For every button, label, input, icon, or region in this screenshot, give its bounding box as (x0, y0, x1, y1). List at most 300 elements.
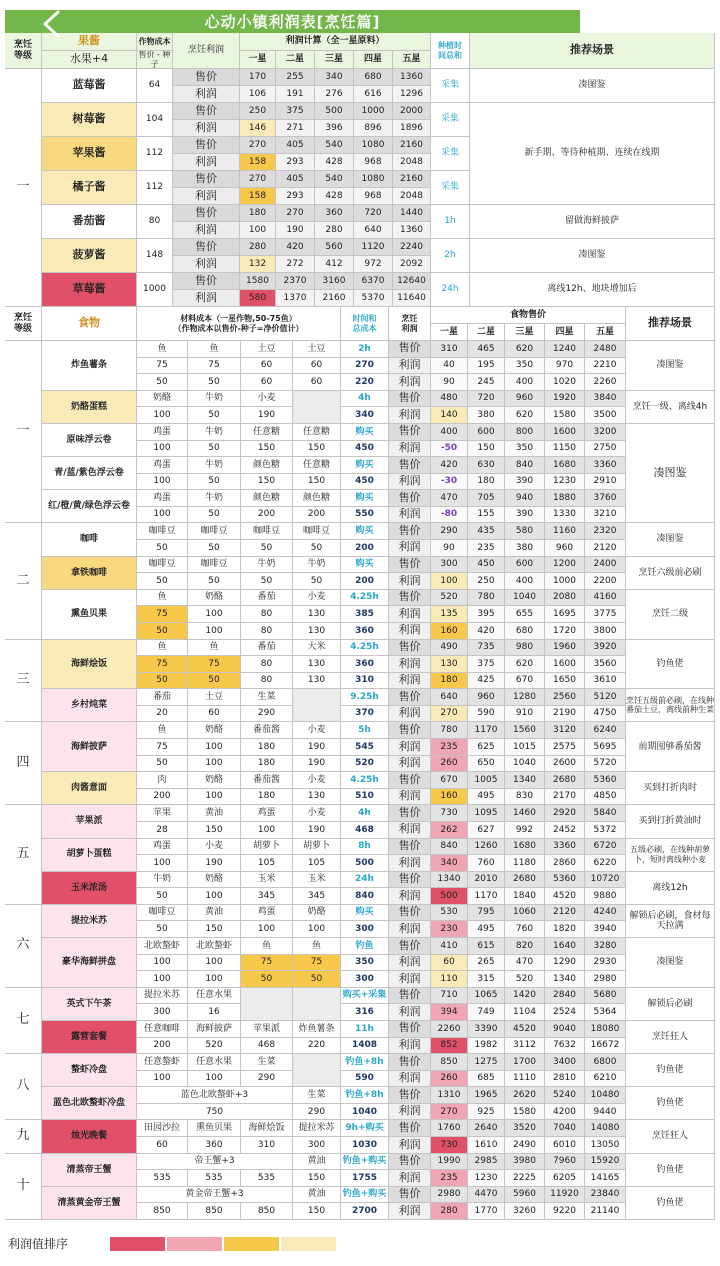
food-profit-value: 400 (505, 573, 545, 590)
jam-profit-value: 106 (240, 86, 276, 103)
food-profit-value: 1020 (545, 374, 585, 391)
food-total-cost: 350 (341, 955, 389, 972)
food-material-cost: 850 (137, 1203, 188, 1220)
row-label-profit: 利润 (173, 86, 240, 103)
food-profit-value: 620 (505, 407, 545, 424)
food-profit-value: 2910 (585, 474, 626, 491)
food-profit-value: 4850 (585, 789, 626, 806)
food-sell-value: 10720 (585, 872, 626, 889)
food-profit-value: 495 (468, 789, 505, 806)
food-material-cost: 200 (293, 507, 341, 524)
food-sell-value: 1160 (545, 523, 585, 540)
food-level-header: 烹饪 等级 (5, 307, 42, 341)
food-profit-value: 6210 (585, 1071, 626, 1088)
food-level-cell: 二 (5, 523, 42, 639)
food-material-cost: 75 (188, 656, 241, 673)
food-material: 鸡蛋 (137, 839, 188, 856)
food-material: 鸡蛋 (241, 805, 293, 822)
food-profit-value: 6220 (585, 855, 626, 872)
food-material-cost: 50 (241, 573, 293, 590)
row-label-profit: 利润 (389, 888, 431, 905)
food-material: 咖啡豆 (137, 557, 188, 574)
food-material-cost: 300 (293, 1137, 341, 1154)
food-material: 小麦 (188, 839, 241, 856)
food-sell-value: 1310 (431, 1087, 468, 1104)
food-profit-value: 620 (505, 656, 545, 673)
food-material-cost: 75 (137, 739, 188, 756)
food-sell-value: 780 (431, 722, 468, 739)
empty-cell (293, 391, 341, 424)
empty-cell (293, 1054, 341, 1087)
food-sell-value: 3760 (585, 490, 626, 507)
food-sell-value: 620 (505, 341, 545, 358)
jam-name: 树莓酱 (42, 103, 137, 137)
jam-profit-value: 1360 (393, 222, 431, 239)
food-sell-value: 530 (431, 905, 468, 922)
food-sell-value: 1960 (545, 640, 585, 657)
food-material-cost: 190 (241, 407, 293, 424)
food-profit-value: 180 (468, 474, 505, 491)
food-recommend: 解锁后必刷 (626, 988, 715, 1021)
food-profit-value: -50 (431, 441, 468, 458)
food-material: 奶酪 (188, 772, 241, 789)
food-profit-value: 265 (468, 955, 505, 972)
food-total-cost: 1030 (341, 1137, 389, 1154)
food-profit-value: 4750 (585, 706, 626, 723)
food-material-cost: 105 (241, 855, 293, 872)
row-label-sell: 售价 (389, 905, 431, 922)
food-profit-value: 3210 (585, 507, 626, 524)
row-label-profit: 利润 (389, 1170, 431, 1187)
food-profit-value: 394 (431, 1004, 468, 1021)
food-total-cost: 300 (341, 921, 389, 938)
jam-sell-value: 2160 (393, 171, 431, 188)
food-recommend: 烹饪一级、离线4h (626, 391, 715, 424)
food-profit-value: 2120 (585, 540, 626, 557)
food-total-cost: 300 (341, 971, 389, 988)
food-material-cost: 50 (188, 441, 241, 458)
jam-sell-value: 6370 (354, 273, 393, 290)
food-material-cost: 190 (293, 756, 341, 773)
food-profit-header: 烹饪 利润 (389, 307, 431, 341)
food-sell-value: 7040 (545, 1120, 585, 1137)
row-label-sell: 售价 (389, 872, 431, 889)
food-material: 牛奶 (188, 424, 241, 441)
food-profit-value: 1600 (545, 656, 585, 673)
food-material: 任意糖 (241, 424, 293, 441)
jam-profit-value: 2092 (393, 256, 431, 273)
food-sell-value: 3840 (585, 391, 626, 408)
row-label-profit: 利润 (389, 921, 431, 938)
food-material: 生菜 (293, 1087, 341, 1104)
food-profit-value: 4520 (545, 888, 585, 905)
food-sell-value: 670 (431, 772, 468, 789)
food-sell-value: 5840 (585, 805, 626, 822)
jam-recommend: 凑图鉴 (470, 69, 715, 103)
food-material-cost: 200 (137, 789, 188, 806)
food-profit-value: 6010 (545, 1137, 585, 1154)
food-total-cost: 200 (341, 573, 389, 590)
food-material: 颜色糖 (241, 490, 293, 507)
food-material: 番茄 (241, 590, 293, 607)
food-recommend: 凑图鉴 (626, 938, 715, 988)
jam-profit-value: 2048 (393, 188, 431, 205)
food-profit-value: 280 (431, 1203, 468, 1220)
food-material-header: 材料成本（一星作物,50-75鱼） （作物成本以售价-种子=净价值计） (137, 307, 341, 341)
food-profit-value: 390 (505, 474, 545, 491)
food-total-cost: 500 (341, 855, 389, 872)
jam-sell-value: 540 (315, 137, 354, 154)
row-label-sell: 售价 (173, 205, 240, 222)
food-recommend-header: 推荐场景 (626, 307, 715, 341)
food-material-cost: 75 (137, 606, 188, 623)
food-profit-value: 2860 (545, 855, 585, 872)
row-label-profit: 利润 (389, 573, 431, 590)
row-label-profit: 利润 (389, 656, 431, 673)
food-sell-value: 630 (468, 457, 505, 474)
jam-profit-value: 616 (354, 86, 393, 103)
legend-swatch-4 (281, 1237, 336, 1251)
jam-profit-value: 132 (240, 256, 276, 273)
jam-sell-value: 1000 (354, 103, 393, 120)
jam-profit-value: 5370 (354, 290, 393, 307)
back-button[interactable] (34, 8, 70, 40)
food-material-cost: 100 (188, 756, 241, 773)
food-material-cost: 100 (188, 623, 241, 640)
food-sell-value: 6800 (585, 1054, 626, 1071)
jam-star-header: 三星 (315, 51, 354, 69)
food-profit-value: 627 (468, 822, 505, 839)
food-profit-value: 90 (431, 540, 468, 557)
food-profit-value: 3940 (585, 921, 626, 938)
food-material-cost: 28 (137, 822, 188, 839)
jam-cost: 148 (137, 239, 173, 273)
food-material-cost: 80 (241, 673, 293, 690)
row-label-sell: 售价 (389, 1120, 431, 1137)
food-material: 咖啡豆 (241, 523, 293, 540)
food-profit-value: 760 (468, 855, 505, 872)
food-level-cell: 一 (5, 341, 42, 523)
food-profit-value: 1040 (505, 756, 545, 773)
food-sell-value: 2010 (468, 872, 505, 889)
food-sell-value: 1200 (545, 557, 585, 574)
food-profit-value: 2524 (545, 1004, 585, 1021)
jam-profit-value: 412 (315, 256, 354, 273)
food-profit-value: 21140 (585, 1203, 626, 1220)
food-sell-value: 2620 (505, 1087, 545, 1104)
food-material-cost: 150 (188, 822, 241, 839)
food-profit-value: 3610 (585, 673, 626, 690)
food-time: 5h (341, 722, 389, 739)
empty-cell (241, 988, 293, 1021)
food-material: 番茄酱 (241, 722, 293, 739)
food-sell-value: 300 (431, 557, 468, 574)
jam-sell-value: 270 (240, 137, 276, 154)
food-time: 钓鱼+8h (341, 1054, 389, 1071)
food-profit-value: 262 (431, 822, 468, 839)
food-sell-value: 1060 (505, 905, 545, 922)
food-material: 北欧螯虾 (137, 938, 188, 955)
food-material-cost: 75 (188, 358, 241, 375)
food-material: 小麦 (293, 805, 341, 822)
food-profit-value: 1982 (468, 1038, 505, 1055)
food-profit-value: 992 (505, 822, 545, 839)
food-profit-value: 2575 (545, 739, 585, 756)
row-label-profit: 利润 (389, 673, 431, 690)
food-profit-value: -80 (431, 507, 468, 524)
food-sell-value: 1680 (505, 839, 545, 856)
food-recommend: 凑图鉴 (626, 341, 715, 391)
food-material: 蓝色北欧螯虾+3 (137, 1087, 293, 1104)
jam-calc-header: 利润计算（全一星原料） (240, 33, 431, 51)
food-sell-value: 4240 (585, 905, 626, 922)
food-time: 购买 (341, 490, 389, 507)
food-profit-value: 2260 (585, 374, 626, 391)
food-material: 鱼 (241, 938, 293, 955)
food-profit-value: 680 (505, 623, 545, 640)
row-label-sell: 售价 (389, 424, 431, 441)
row-label-profit: 利润 (389, 789, 431, 806)
food-sell-value: 1700 (505, 1054, 545, 1071)
food-profit-value: 235 (431, 1170, 468, 1187)
food-time: 购买 (341, 523, 389, 540)
food-name: 乡村炖菜 (42, 689, 137, 722)
food-material: 大米 (293, 640, 341, 657)
food-profit-value: 9880 (585, 888, 626, 905)
food-profit-value: 315 (468, 971, 505, 988)
food-profit-value: 60 (431, 955, 468, 972)
food-profit-value: 1770 (468, 1203, 505, 1220)
food-material: 胡萝卜 (241, 839, 293, 856)
row-label-profit: 利润 (173, 256, 240, 273)
food-sell-value: 4160 (585, 590, 626, 607)
food-sell-value: 600 (505, 557, 545, 574)
food-sell-value: 1600 (545, 424, 585, 441)
food-profit-value: 6205 (545, 1170, 585, 1187)
food-sell-value: 9040 (545, 1021, 585, 1038)
row-label-profit: 利润 (389, 1104, 431, 1121)
food-material-cost: 50 (293, 573, 341, 590)
food-profit-value: 2452 (545, 822, 585, 839)
row-label-profit: 利润 (389, 1038, 431, 1055)
jam-sell-value: 2160 (393, 137, 431, 154)
jam-profit-value: 280 (315, 222, 354, 239)
food-profit-value: 1110 (505, 1071, 545, 1088)
food-sell-value: 23840 (585, 1187, 626, 1204)
food-recommend: 钓鱼佬 (626, 1187, 715, 1220)
empty-cell (293, 988, 341, 1021)
food-profit-value: 400 (505, 374, 545, 391)
food-sell-value: 2120 (545, 905, 585, 922)
food-material: 牛奶 (241, 557, 293, 574)
food-material-cost: 310 (241, 1137, 293, 1154)
food-sell-value: 465 (468, 341, 505, 358)
food-profit-value: 2210 (585, 358, 626, 375)
food-material: 玉米 (241, 872, 293, 889)
food-recommend: 买到打折黄油时 (626, 805, 715, 838)
food-sell-value: 18080 (585, 1021, 626, 1038)
food-sell-value: 820 (505, 938, 545, 955)
food-profit-value: 2980 (585, 971, 626, 988)
food-star-header: 二星 (468, 324, 505, 341)
food-material-cost: 150 (188, 921, 241, 938)
food-material-cost: 100 (137, 971, 188, 988)
food-sell-value: 960 (468, 689, 505, 706)
jam-sell-value: 340 (315, 69, 354, 86)
food-profit-value: 970 (545, 358, 585, 375)
food-profit-value: 650 (468, 756, 505, 773)
row-label-sell: 售价 (389, 640, 431, 657)
row-label-profit: 利润 (389, 441, 431, 458)
food-profit-value: 470 (505, 955, 545, 972)
food-profit-value: 5372 (585, 822, 626, 839)
food-material: 咖啡豆 (137, 523, 188, 540)
food-profit-value: 2750 (585, 441, 626, 458)
jam-profit-value: 293 (276, 154, 315, 171)
food-sell-value: 1095 (468, 805, 505, 822)
row-label-sell: 售价 (173, 69, 240, 86)
food-material-cost: 130 (293, 673, 341, 690)
food-sell-value: 615 (468, 938, 505, 955)
legend-swatch-3 (224, 1237, 279, 1251)
food-sell-value: 1275 (468, 1054, 505, 1071)
food-material-cost: 220 (293, 1038, 341, 1055)
food-sell-value: 600 (468, 424, 505, 441)
food-profit-value: 195 (468, 358, 505, 375)
food-time: 钓鱼+购买 (341, 1154, 389, 1171)
food-name: 拿铁咖啡 (42, 557, 137, 590)
food-total-cost: 220 (341, 374, 389, 391)
food-material-cost: 100 (188, 1071, 241, 1088)
food-material-cost: 80 (241, 656, 293, 673)
food-time: 钓鱼 (341, 938, 389, 955)
row-label-profit: 利润 (389, 971, 431, 988)
jam-profit-value: 146 (240, 120, 276, 137)
jam-profit-value: 276 (315, 86, 354, 103)
food-material-cost: 100 (137, 407, 188, 424)
food-profit-value: 150 (468, 441, 505, 458)
food-profit-value: 1340 (545, 971, 585, 988)
jam-star-header: 二星 (276, 51, 315, 69)
food-name: 海鲜烩饭 (42, 640, 137, 690)
food-material-cost: 520 (188, 1038, 241, 1055)
row-label-sell: 售价 (389, 722, 431, 739)
food-total-cost: 360 (341, 623, 389, 640)
food-material: 土豆 (293, 341, 341, 358)
food-material-cost: 50 (188, 474, 241, 491)
row-label-profit: 利润 (389, 706, 431, 723)
row-label-profit: 利润 (389, 358, 431, 375)
food-sell-value: 1005 (468, 772, 505, 789)
food-recommend: 烹饪五级前必刷，在线种番茄土豆，离线前种生菜 (626, 689, 715, 722)
jam-profit-value: 272 (276, 256, 315, 273)
food-material: 奶酪 (188, 872, 241, 889)
food-sell-value: 1760 (431, 1120, 468, 1137)
food-sell-value: 3280 (585, 938, 626, 955)
food-time: 4h (341, 391, 389, 408)
food-profit-value: 2190 (545, 706, 585, 723)
row-label-profit: 利润 (389, 474, 431, 491)
food-profit-value: 2225 (505, 1170, 545, 1187)
food-profit-value: 245 (468, 374, 505, 391)
food-profit-value: 1180 (505, 855, 545, 872)
food-material: 奶酪 (137, 391, 188, 408)
food-material: 咖啡豆 (137, 905, 188, 922)
food-material-cost: 50 (137, 623, 188, 640)
food-material: 牛奶 (188, 490, 241, 507)
food-profit-value: 685 (468, 1071, 505, 1088)
food-recommend: 烹饪二级 (626, 590, 715, 640)
row-label-sell: 售价 (389, 341, 431, 358)
food-profit-value: 2930 (585, 955, 626, 972)
food-profit-value: 1840 (505, 888, 545, 905)
food-sell-value: 3200 (585, 424, 626, 441)
food-profit-value: 160 (431, 789, 468, 806)
food-sell-value: 2985 (468, 1154, 505, 1171)
food-price-header: 食物售价 (431, 307, 626, 324)
food-name: 胡萝卜蛋糕 (42, 839, 137, 872)
food-name: 清蒸帝王蟹 (42, 1154, 137, 1187)
food-star-header: 五星 (585, 324, 626, 341)
food-sell-value: 420 (431, 457, 468, 474)
food-time: 购买+采集 (341, 988, 389, 1005)
jam-cost: 64 (137, 69, 173, 103)
food-sell-value: 710 (431, 988, 468, 1005)
food-sell-value: 1560 (505, 722, 545, 739)
food-sell-value: 2920 (545, 805, 585, 822)
jam-profit-value: 580 (240, 290, 276, 307)
food-material: 鱼 (137, 640, 188, 657)
food-material: 提拉米苏 (293, 1120, 341, 1137)
food-material: 小麦 (241, 391, 293, 408)
food-material: 任意螯虾 (137, 1054, 188, 1071)
row-label-profit: 利润 (389, 756, 431, 773)
jam-cost-header: 作物成本 (137, 33, 173, 51)
jam-profit-value: 396 (315, 120, 354, 137)
food-profit-value: 1610 (468, 1137, 505, 1154)
food-profit-value: 590 (468, 706, 505, 723)
food-sell-value: 1170 (468, 722, 505, 739)
food-material: 奶酪 (188, 590, 241, 607)
food-material-cost: 345 (241, 888, 293, 905)
jam-profit-value: 158 (240, 188, 276, 205)
jam-profit-value: 2160 (315, 290, 354, 307)
food-star-header: 四星 (545, 324, 585, 341)
food-material-cost: 50 (188, 573, 241, 590)
food-sell-value: 1065 (468, 988, 505, 1005)
food-sell-value: 800 (505, 424, 545, 441)
food-material-cost: 150 (241, 441, 293, 458)
row-label-sell: 售价 (389, 557, 431, 574)
food-material-cost: 50 (137, 673, 188, 690)
food-material: 咖啡豆 (188, 557, 241, 574)
food-material-cost: 290 (241, 706, 293, 723)
food-sell-value: 3920 (585, 640, 626, 657)
food-profit-value: 270 (431, 706, 468, 723)
food-material: 牛奶 (188, 457, 241, 474)
page-title: 心动小镇利润表[烹饪篇] (5, 10, 580, 33)
food-sell-value: 1990 (431, 1154, 468, 1171)
food-material-cost: 100 (293, 921, 341, 938)
food-material-cost: 180 (241, 739, 293, 756)
food-profit-value: 1150 (545, 441, 585, 458)
jam-profit-value: 293 (276, 188, 315, 205)
food-material-cost: 150 (293, 441, 341, 458)
row-label-profit: 利润 (173, 290, 240, 307)
jam-cost-sub: 售价 - 种子 (137, 51, 173, 69)
food-time: 9h+购买 (341, 1120, 389, 1137)
food-time: 11h (341, 1021, 389, 1038)
